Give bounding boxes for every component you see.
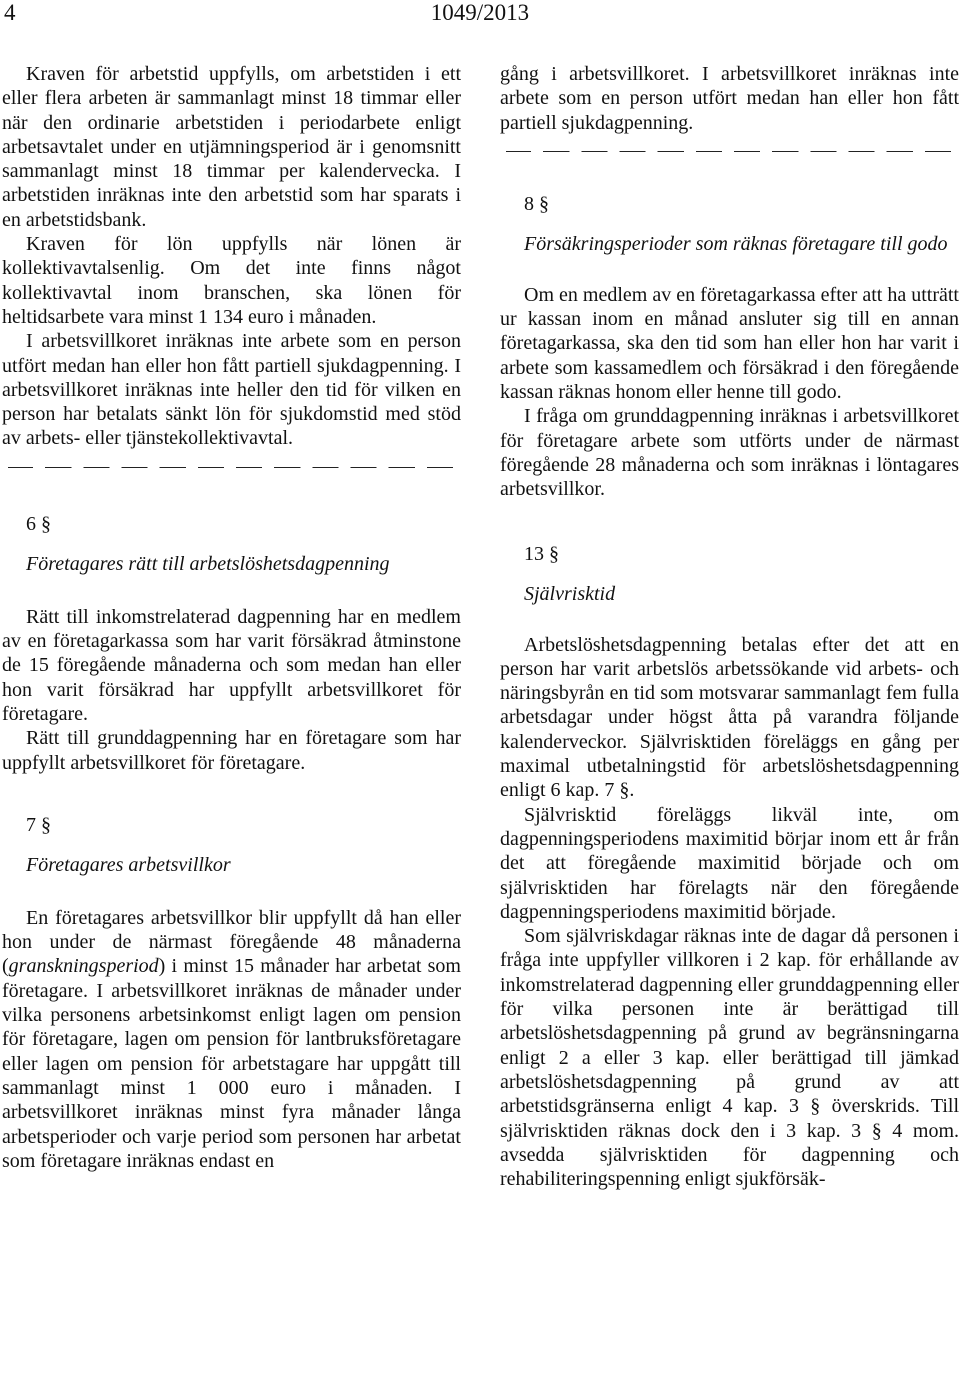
paragraph: Rätt till inkomstrelaterad dagpenning har en medlem av en företagarkassa som har varit försäkrad åtminstone de 15 föregående månaderna och som medan han eller hon varit försäkrad har uppfyllt arbetsvillkoret för företagare. (2, 605, 461, 725)
paragraph: Kraven för arbetstid uppfylls, om arbetstiden i ett eller flera arbeten är sammanlagt minst 18 timmar eller när den ordinarie arbetstiden i periodarbete enligt arbetsavtalet under en utjämningsperiod är i genomsnitt sammanlagt minst 18 timmar per kalendervecka. I arbetstiden inräknas inte den arbetstid som har sparats i en arbetstidsbank. (2, 63, 461, 231)
paragraph: Rätt till grunddagpenning har en företagare som har uppfyllt arbetsvillkoret för företagare. (2, 727, 461, 774)
section-number: 6 § (26, 512, 51, 535)
left-column (2, 62, 461, 1173)
paragraph: Självrisktid föreläggs likväl inte, om dagpenningsperiodens maximitid börjar inom ett år från det att föregående maximitid började och om självrisktiden har förelagts när den föregående dagpenningsperiodens maximitid började. (500, 803, 959, 923)
paragraph: Kraven för lön uppfylls när lönen är kollektivavtalsenlig. Om det inte finns något kollektivavtal inom branschen, ska lönen för heltidsarbete vara minst 1 134 euro i månaden. (2, 233, 461, 328)
page-number: 4 (4, 0, 16, 25)
section-number: 8 § (524, 192, 549, 215)
paragraph-continuation: gång i arbetsvillkoret. I arbetsvillkoret inräknas inte arbete som en person utfört medan han eller hon fått partiell sjukdagpenning. (500, 63, 959, 134)
section-heading: Försäkringsperioder som räknas företagare till godo (524, 232, 948, 255)
paragraph-text: ) i minst 15 månader har arbetat som företagare. I arbetsvillkoret inräknas de månader under vilka personens arbetsinkomst enligt lagen om pension för företagare, lagen om pension för lantbruksföretagare eller lagen om pension för arbetstagare har uppgått till sammanlagt minst 1 000 euro i månaden. I arbetsvillkoret inräknas minst fyra månader långa arbetsperioder och varje period som personen har arbetat som företagare inräknas endast en (2, 955, 461, 1172)
section-heading: Självrisktid (524, 582, 616, 605)
paragraph: I fråga om grunddagpenning inräknas i arbetsvillkoret för företagare arbete som utförts under de närmast föregående 28 månaderna och som inräknas i löntagares arbetsvillkor. (500, 405, 959, 501)
emphasized-term: granskningsperiod (8, 955, 159, 978)
section-number: 13 § (524, 542, 559, 565)
section-heading: Företagares rätt till arbetslöshetsdagpenning (26, 552, 390, 575)
section-heading: Företagares arbetsvillkor (26, 853, 231, 876)
right-column (500, 62, 959, 1191)
paragraph: I arbetsvillkoret inräknas inte arbete som en person utfört medan han eller hon fått partiell sjukdagpenning. I arbetsvillkoret inräknas inte heller den tid för vilken en person har betalats sänkt lön för sjukdomstid med stöd av arbets- eller tjänstekollektivavtal. (2, 330, 461, 450)
paragraph: Om en medlem av en företagarkassa efter att ha utträtt ur kassan inom en månad ansluter sig till en annan företagarkassa, ska den tid som han eller hon har varit i arbete som kassamedlem och försäkrad i den föregående kassan räknas honom eller henne till godo. (500, 283, 959, 404)
paragraph-text: En företagares arbetsvillkor blir uppfyllt då han eller hon under de närmast föregående 48 månaderna ( (2, 906, 461, 978)
statute-reference: 1049/2013 (430, 0, 530, 25)
paragraph: Som självriskdagar räknas inte de dagar då personen i fråga inte uppfyller villkoren i 2 kap. för erhållande av inkomstrelaterad dagpenning eller grunddagpenning eller för vilka personen inte är berättigad till arbetslöshetsdagpenning på grund av begränsningarna enligt 2 a eller 3 kap. eller berättigad till jämkad arbetslöshetsdagpenning på grund av att arbetstidsgränserna enligt 4 kap. 3 § överskrids. Till självrisktiden räknas dock den i 3 kap. 3 § 4 mom. avsedda självrisktiden för dagpenning och rehabiliteringspenning enligt sjukförsäk- (500, 925, 959, 1191)
paragraph (2, 906, 461, 1173)
page-header (0, 0, 960, 30)
section-number: 7 § (26, 813, 51, 836)
paragraph: Arbetslöshetsdagpenning betalas efter det att en person har varit arbetslös arbetssökande vid arbets- och näringsbyrån en tid som motsvarar sammanlagt fem fulla arbetsdagar under högst åtta på varandra följande kalenderveckor. Självrisktiden föreläggs en gång per maximal utbetalningstid för arbetslöshetsdagpenning enligt 6 kap. 7 §. (500, 633, 959, 802)
